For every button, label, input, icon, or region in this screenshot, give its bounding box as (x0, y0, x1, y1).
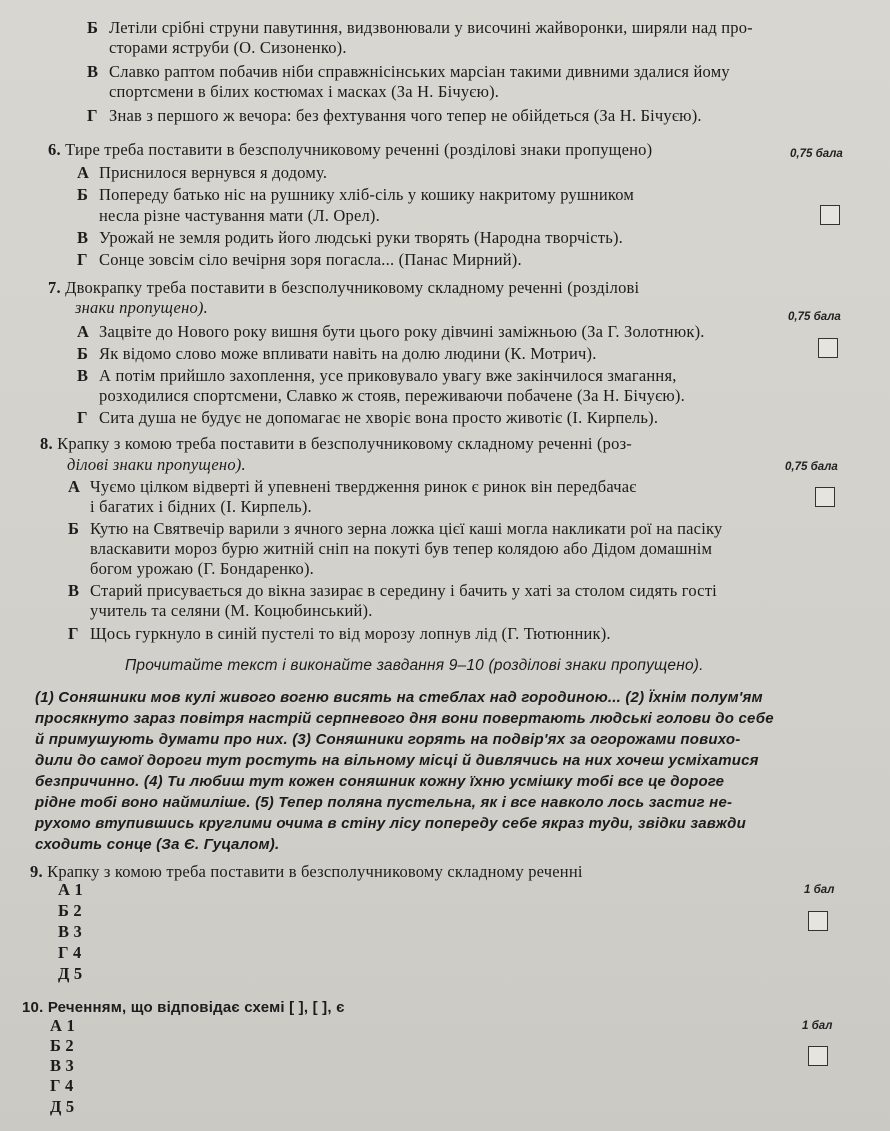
q10-option-g: Г 4 (50, 1076, 74, 1095)
question-7-stem-cont: знаки пропущено). (75, 298, 208, 317)
q7-option-a: А Зацвіте до Нового року вишня бути цього року дівчині заміжньою (За Г. Золотнюк). (77, 322, 705, 341)
q8-option-b-cont2: богом урожаю (Г. Бондаренко). (90, 559, 314, 578)
q9-option-g: Г 4 (58, 943, 82, 962)
option-b-top-cont: сторами яструби (О. Сизоненко). (109, 38, 347, 57)
q9-option-d: Д 5 (58, 964, 83, 983)
q8-option-v-cont: учитель та селяни (М. Коцюбинський). (90, 601, 373, 620)
q6-option-b: Б Попереду батько ніс на рушнику хліб-сіль у кошику накритому рушником (77, 185, 635, 204)
q9-option-v: В 3 (58, 922, 82, 941)
reading-line-1: (1) Соняшники мов кулі живого вогню висять на стеблах над городиною... (2) Їхнім полум'ям (35, 689, 763, 706)
option-b-top: Б Летіли срібні струни павутиння, видзвонювали у височині жайворонки, ширяли над про- (87, 18, 753, 37)
question-6-score: 0,75 бала (790, 148, 843, 160)
question-10-score: 1 бал (802, 1020, 833, 1032)
q7-option-g: Г Сита душа не будує не допомагає не хворіє вона просто животіє (І. Кирпель). (77, 408, 659, 427)
question-6-answer-box[interactable] (820, 205, 840, 225)
q6-option-v: В Урожай не земля родить його людські руки творять (Народна творчість). (77, 228, 623, 247)
q8-option-b-cont1: власкавити мороз бурю житній сніп на покуті був тепер колядою або Дідом домашнім (90, 539, 713, 558)
q8-option-g: Г Щось гуркнуло в синій пустелі то від морозу лопнув лід (Г. Тютюнник). (68, 624, 611, 643)
option-v-top: В Славко раптом побачив ніби справжнісінських марсіан такими дивними здалися йому (87, 62, 730, 81)
q7-option-b: Б Як відомо слово може впливати навіть на долю людини (К. Мотрич). (77, 344, 597, 363)
option-v-top-cont: спортсмени в білих костюмах і масках (За Н. Бічуєю). (109, 82, 500, 101)
q9-option-a: А 1 (58, 880, 83, 899)
question-7-score: 0,75 бала (788, 311, 841, 323)
question-10-stem: 10. Реченням, що відповідає схемі [ ], [ ], є (22, 999, 345, 1016)
q9-option-b: Б 2 (58, 901, 82, 920)
q6-option-b-cont: несла різне частування мати (Л. Орел). (99, 206, 380, 225)
q7-option-v-cont: розходилися спортсмени, Славко ж стояв, переживаючи побачене (За Н. Бічуєю). (99, 386, 685, 405)
q8-option-v: В Старий присувається до вікна зазирає в середину і бачить у хаті за столом сидять гості (68, 581, 717, 600)
q10-option-d: Д 5 (50, 1097, 75, 1116)
question-8-answer-box[interactable] (815, 487, 835, 507)
question-10-answer-box[interactable] (808, 1046, 828, 1066)
q6-option-a: А Приснилося вернувся я додому. (77, 163, 328, 182)
q10-option-b: Б 2 (50, 1036, 74, 1055)
question-9-stem: 9. Крапку з комою треба поставити в безсполучниковому складному реченні (30, 862, 583, 881)
q7-option-v: В А потім прийшло захоплення, усе приковувало увагу вже закінчилося змагання, (77, 366, 677, 385)
reading-line-3: й примушують думати про них. (3) Соняшники горять на подвір'ях за огорожами повихо- (35, 731, 741, 748)
reading-line-2: просякнуто зараз повітря настрій серпневого дня вони повертають людські голови до себе (35, 710, 774, 727)
q10-option-v: В 3 (50, 1056, 74, 1075)
option-g-top: Г Знав з першого ж вечора: без фехтування чого тепер не обійдеться (За Н. Бічуєю). (87, 106, 702, 125)
question-6-stem: 6. Тире треба поставити в безсполучниковому реченні (розділові знаки пропущено) (48, 140, 653, 159)
question-7-stem: 7. Двокрапку треба поставити в безсполучниковому складному реченні (розділові (48, 278, 640, 297)
reading-line-7: рухомо втупившись круглими очима в стіну лісу попереду себе якраз туди, звідки завжди (35, 815, 746, 832)
reading-line-6: рідне тобі воно наймиліше. (5) Тепер поляна пустельна, як і все навколо лось застиг не- (35, 794, 733, 811)
question-8-score: 0,75 бала (785, 461, 838, 473)
reading-line-8: сходить сонце (За Є. Гуцалом). (35, 836, 280, 853)
question-7-answer-box[interactable] (818, 338, 838, 358)
q8-option-b: Б Кутю на Святвечір варили з ячного зерна ложка цієї каші могла накликати рої на пасіку (68, 519, 723, 538)
question-8-stem: 8. Крапку з комою треба поставити в безсполучниковому складному реченні (роз- (40, 434, 632, 453)
question-8-stem-cont: ділові знаки пропущено). (67, 455, 246, 474)
q6-option-g: Г Сонце зовсім сіло вечірня зоря погасла... (Панас Мирний). (77, 250, 522, 269)
reading-line-5: безпричинно. (4) Ти любиш тут кожен соняшник кожну їхню усмішку тобі все це дороге (35, 773, 725, 790)
q8-option-a: А Чуємо цілком відверті й упевнені твердження ринок є ринок він передбачає (68, 477, 637, 496)
q8-option-a-cont: і багатих і бідних (І. Кирпель). (90, 497, 312, 516)
question-9-answer-box[interactable] (808, 911, 828, 931)
q10-option-a: А 1 (50, 1016, 75, 1035)
question-9-score: 1 бал (804, 884, 835, 896)
reading-line-4: дили до самої дороги тут ростуть на вільному місці й дивлячись на них хочеш усміхатися (35, 752, 759, 769)
reading-instruction: Прочитайте текст і виконайте завдання 9–10 (розділові знаки пропущено). (125, 657, 704, 674)
